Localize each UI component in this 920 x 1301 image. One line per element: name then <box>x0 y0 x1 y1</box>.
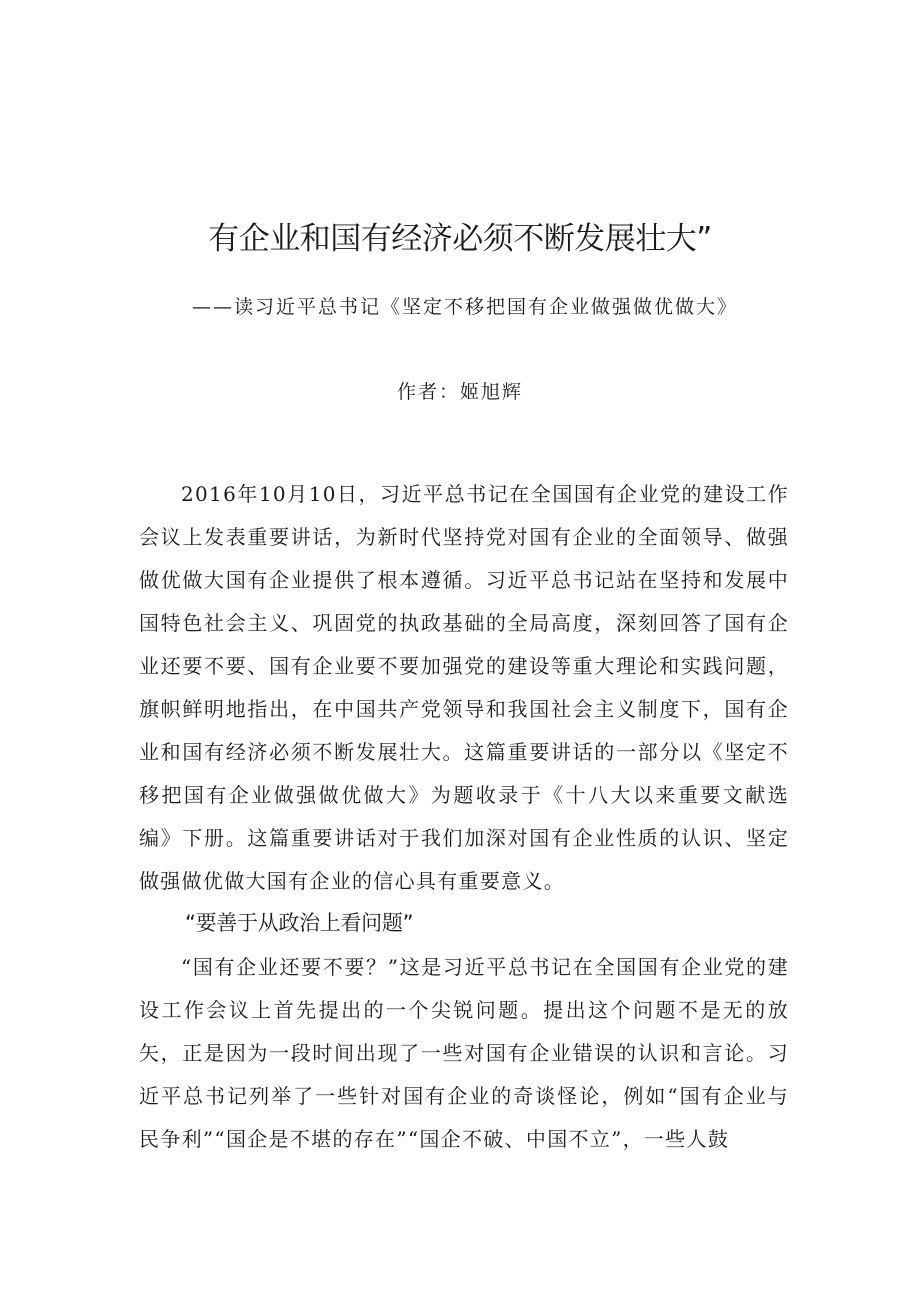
document-title: 有企业和国有经济必须不断发展壮大” <box>208 221 712 257</box>
document-subtitle: ——读习近平总书记《坚定不移把国有企业做强做优做大》 <box>191 296 738 318</box>
body-paragraph-1: 2016年10月10日，习近平总书记在全国国有企业党的建设工作会议上发表重要讲话，为新时代坚持党对国有企业的全面领导、做强做优做大国有企业提供了根本遵循。习近平总书记站在坚持和发展中国特色社会主义、巩固党的执政基础的全局高度，深刻回答了国有企业还要不要、国有企业要不要加强党的建设等重大理论和实践问题，旗帜鲜明地指出，在中国共产党领导和我国社会主义制度下，国有企业和国有经济必须不断发展壮大。这篇重要讲话的一部分以《坚定不移把国有企业做强做优做大》为题收录于《十八大以来重要文献选编》下册。这篇重要讲话对于我们加深对国有企业性质的认识、坚定做强做优做大国有企业的信心具有重要意义。 <box>139 482 789 893</box>
document-author: 作者：姬旭辉 <box>396 381 523 403</box>
section-heading: “要善于从政治上看问题” <box>185 911 414 935</box>
body-paragraph-2: “国有企业还要不要？”这是习近平总书记在全国国有企业党的建设工作会议上首先提出的一个尖锐问题。提出这个问题不是无的放矢，正是因为一段时间出现了一些对国有企业错误的认识和言论。习近平总书记列举了一些针对国有企业的奇谈怪论，例如“国有企业与民争利”“国企是不堪的存在”“国企不破、中国不立”，一些人鼓 <box>139 955 789 1151</box>
